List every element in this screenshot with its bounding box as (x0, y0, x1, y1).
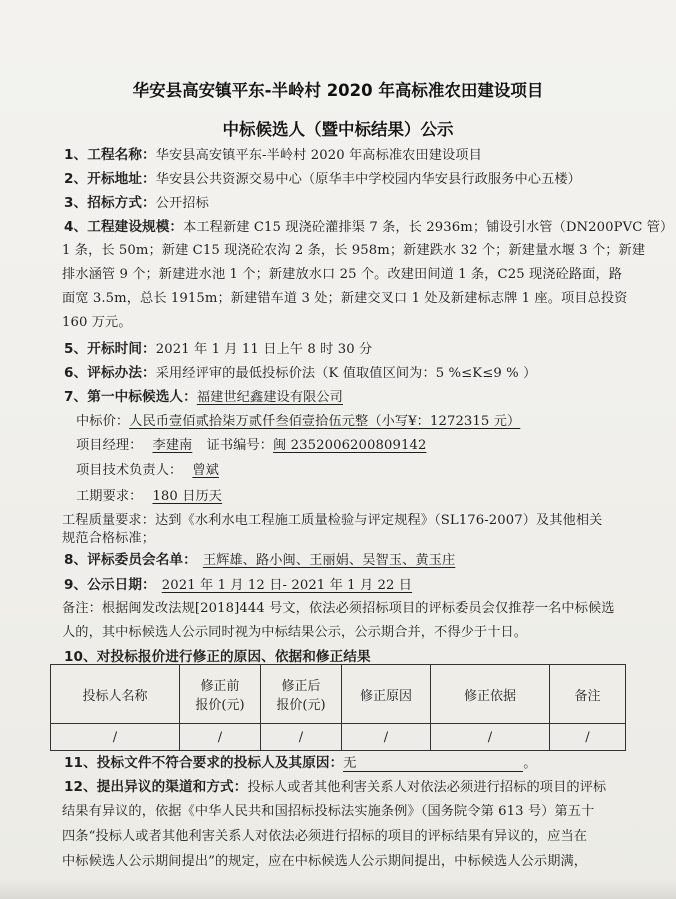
committee-line: 8、评标委员会名单： 王辉雄、路小闽、王丽娟、吴智玉、黄玉庄 (64, 552, 456, 568)
col-remark: 备注 (550, 665, 626, 724)
correction-title: 10、对投标报价进行修正的原因、依据和修正结果 (64, 649, 371, 665)
tender-method-line: 3、招标方式：公开招标 (64, 195, 209, 211)
bid-price-line: 中标价：人民币壹佰贰拾柒万贰仟叁佰壹拾伍元整（小写¥：1272315 元） (76, 414, 521, 429)
notice-date-line: 9、公示日期： 2021 年 1 月 12 日- 2021 年 1 月 22 日 (64, 577, 413, 593)
bid-time-line: 5、开标时间：2021 年 1 月 11 日上午 8 时 30 分 (64, 341, 373, 357)
page-shadow (0, 879, 676, 899)
document-title: 华安县高安镇平东-半岭村 2020 年高标准农田建设项目 (132, 81, 544, 100)
scale-line-3: 排水涵管 9 个；新建进水池 1 个；新建放水口 25 个。改建田间道 1 条，C25 现浇砼路面，路 (62, 267, 623, 282)
table-cell: / (51, 724, 180, 751)
table-cell: / (550, 724, 626, 751)
document-subtitle: 中标候选人（暨中标结果）公示 (222, 120, 454, 139)
remark-line-2: 人的，其中标候选人公示同时视为中标结果公示，公示期合并，不得少于十日。 (62, 625, 528, 640)
duration-line: 工期要求： 180 日历天 (76, 489, 223, 504)
tech-lead-line: 项目技术负责人： 曾斌 (76, 463, 219, 478)
col-price-after: 修正后 报价(元) (261, 665, 342, 724)
manager-line: 项目经理： 李建南 证书编号：闽 2352006200809142 (76, 438, 427, 453)
objection-line-4: 中标候选人公示期间提出”的规定，应在中标候选人公示期间提出，中标候选人公示期满， (62, 854, 588, 869)
project-name-line: 1、工程名称：华安县高安镇平东-半岭村 2020 年高标准农田建设项目 (64, 147, 482, 163)
objection-line-2: 结果有异议的，依据《中华人民共和国招标投标法实施条例》（国务院令第 613 号）第五十 (62, 804, 595, 819)
table-header-row (51, 665, 626, 724)
col-reason: 修正原因 (342, 665, 431, 724)
col-bidder-name: 投标人名称 (51, 665, 180, 724)
table-cell: / (431, 724, 550, 751)
scale-line-4: 面宽 3.5m，总长 1915m；新建错车道 3 处；新建交叉口 1 处及新建标志牌 1 座。项目总投资 (62, 291, 628, 306)
scale-line-5: 160 万元。 (62, 315, 132, 330)
correction-table (50, 664, 626, 751)
table-cell: / (342, 724, 431, 751)
first-candidate-line: 7、第一中标候选人：福建世纪鑫建设有限公司 (64, 389, 343, 405)
scale-line-2: 1 条，长 50m；新建 C15 现浇砼农沟 2 条，长 958m；新建跌水 32 个；新建量水堰 3 个；新建 (62, 243, 646, 258)
table-cell: / (180, 724, 261, 751)
col-price-before: 修正前 报价(元) (180, 665, 261, 724)
quality-line-2: 规范合格标准； (62, 531, 156, 546)
remark-line-1: 备注：根据闽发改法规[2018]444 号文，依法必须招标项目的评标委员会仅推荐一名中标候选 (62, 601, 615, 616)
scale-line-1: 4、工程建设规模：本工程新建 C15 现浇砼灌排渠 7 条，长 2936m；铺设引水管（DN200PVC 管） (64, 219, 674, 235)
quality-line-1: 工程质量要求：达到《水利水电工程施工质量检验与评定规程》（SL176-2007）及其他相关 (62, 513, 603, 528)
eval-method-line: 6、评标办法：采用经评审的最低投标价法（K 值取值区间为：5 %≤K≤9 % ） (64, 365, 537, 381)
nonconforming-line: 11、投标文件不符合要求的投标人及其原因：无 。 (64, 755, 537, 771)
bid-location-line: 2、开标地址：华安县公共资源交易中心（原华丰中学校园内华安县行政服务中心五楼） (64, 171, 581, 187)
table-cell: / (261, 724, 342, 751)
objection-line-3: 四条“投标人或者其他利害关系人对依法必须进行招标的项目的评标结果有异议的，应当在 (62, 829, 588, 844)
col-basis: 修正依据 (431, 665, 550, 724)
objection-line-1: 12、提出异议的渠道和方式：投标人或者其他利害关系人对依法必须进行招标的项目的评标 (64, 779, 607, 795)
table-row (51, 724, 626, 751)
